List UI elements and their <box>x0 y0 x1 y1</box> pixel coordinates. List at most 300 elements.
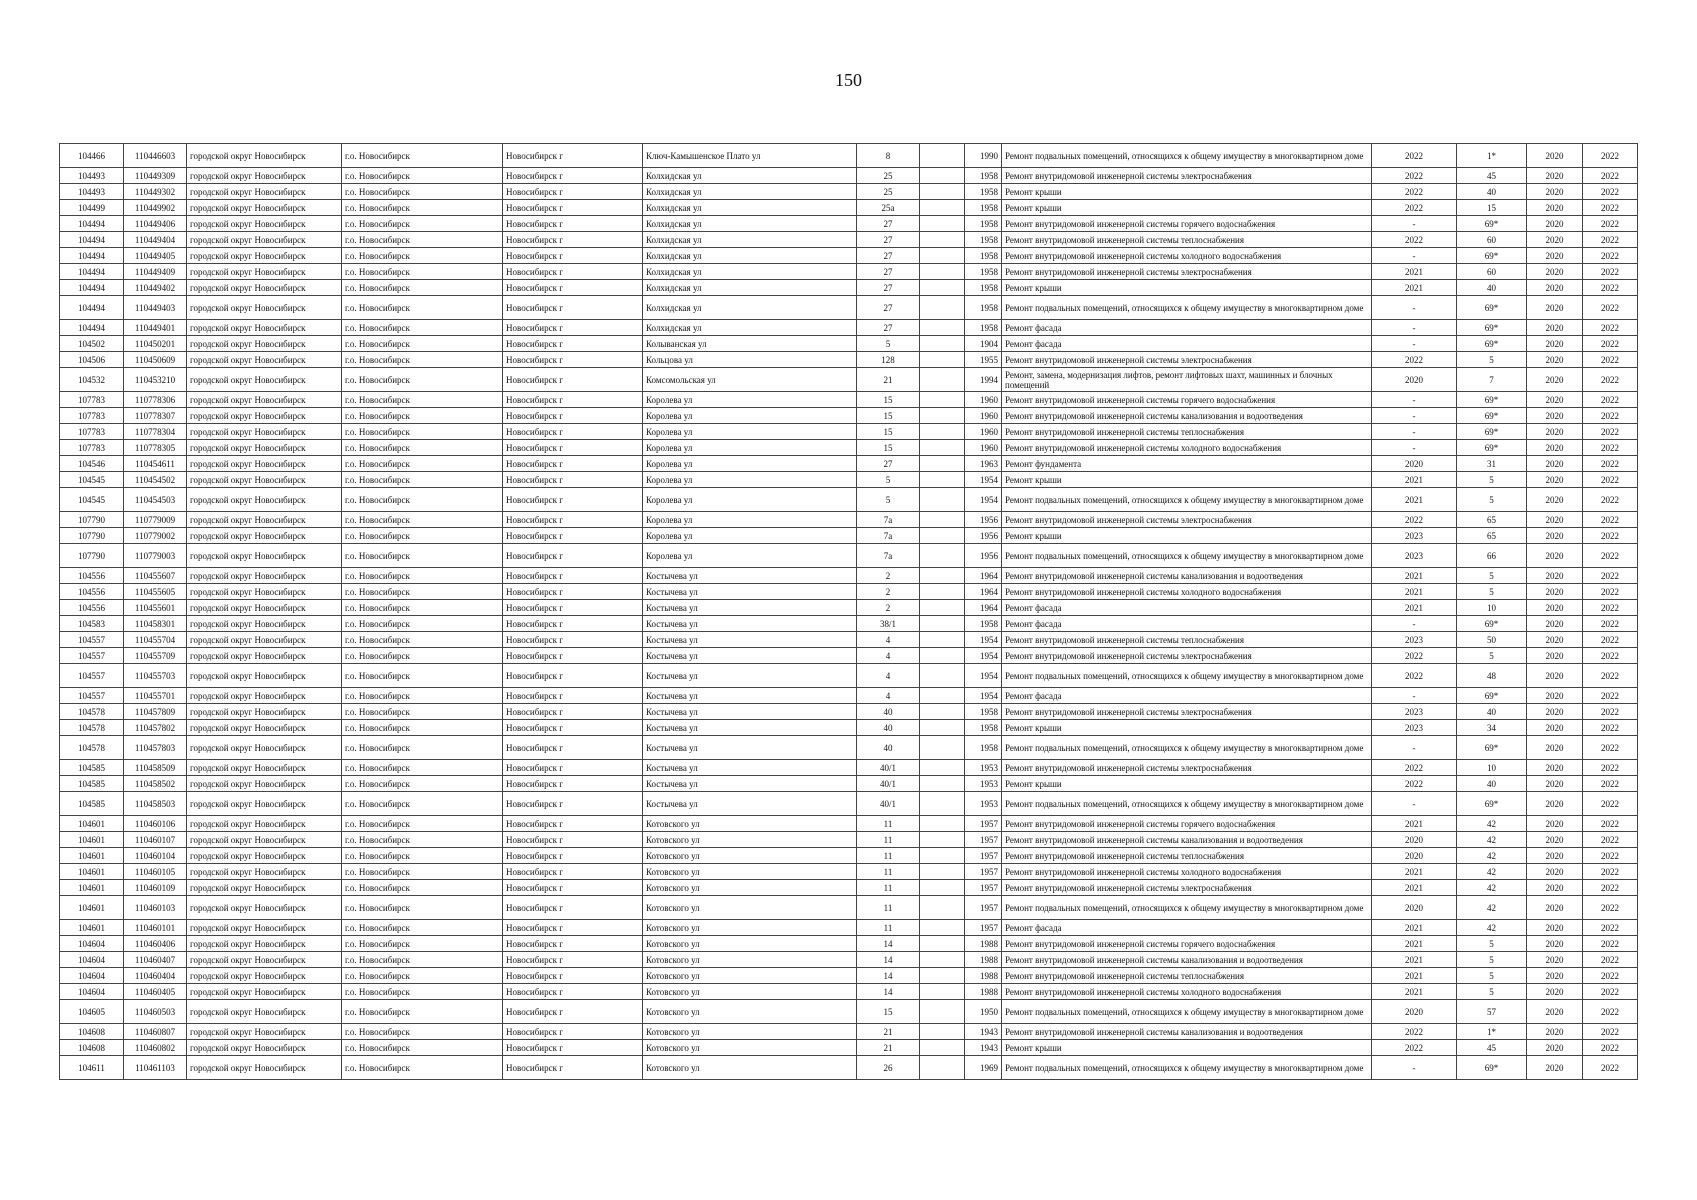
plan-start-year-cell: 2020 <box>1527 336 1583 352</box>
work-type-cell: Ремонт фасада <box>1002 600 1372 616</box>
construction-year-cell: 1954 <box>965 648 1002 664</box>
work-year-cell: 2021 <box>1372 952 1457 968</box>
building-cell <box>920 600 965 616</box>
work-year-cell: 2023 <box>1372 720 1457 736</box>
work-id-cell: 110460109 <box>124 880 187 896</box>
plan-end-year-cell: 2022 <box>1583 320 1638 336</box>
plan-end-year-cell: 2022 <box>1583 424 1638 440</box>
work-year-cell: - <box>1372 440 1457 456</box>
cost-value-cell: 5 <box>1457 352 1527 368</box>
table-row <box>60 472 1638 488</box>
table-row <box>60 648 1638 664</box>
municipal-unit-cell: г.о. Новосибирск <box>342 568 503 584</box>
work-year-cell: 2021 <box>1372 488 1457 512</box>
house-id-cell: 104583 <box>60 616 124 632</box>
cost-value-cell: 5 <box>1457 472 1527 488</box>
work-type-cell: Ремонт фасада <box>1002 688 1372 704</box>
plan-end-year-cell: 2022 <box>1583 368 1638 392</box>
settlement-cell: Новосибирск г <box>503 352 643 368</box>
work-id-cell: 110455709 <box>124 648 187 664</box>
house-id-cell: 104604 <box>60 968 124 984</box>
construction-year-cell: 1958 <box>965 232 1002 248</box>
table-row <box>60 336 1638 352</box>
plan-end-year-cell: 2022 <box>1583 1000 1638 1024</box>
plan-start-year-cell: 2020 <box>1527 688 1583 704</box>
house-id-cell: 104557 <box>60 632 124 648</box>
cost-value-cell: 66 <box>1457 544 1527 568</box>
building-cell <box>920 816 965 832</box>
settlement-cell: Новосибирск г <box>503 896 643 920</box>
plan-end-year-cell: 2022 <box>1583 144 1638 168</box>
street-cell: Котовского ул <box>643 832 857 848</box>
work-id-cell: 110449309 <box>124 168 187 184</box>
municipal-district-cell: городской округ Новосибирск <box>187 528 342 544</box>
plan-start-year-cell: 2020 <box>1527 320 1583 336</box>
street-cell: Кольцова ул <box>643 352 857 368</box>
work-year-cell: 2022 <box>1372 760 1457 776</box>
plan-start-year-cell: 2020 <box>1527 600 1583 616</box>
house-id-cell: 104494 <box>60 320 124 336</box>
house-number-cell: 27 <box>857 296 920 320</box>
house-number-cell: 5 <box>857 472 920 488</box>
table-row <box>60 368 1638 392</box>
street-cell: Комсомольская ул <box>643 368 857 392</box>
building-cell <box>920 760 965 776</box>
construction-year-cell: 1958 <box>965 248 1002 264</box>
plan-start-year-cell: 2020 <box>1527 232 1583 248</box>
municipal-unit-cell: г.о. Новосибирск <box>342 248 503 264</box>
construction-year-cell: 1957 <box>965 896 1002 920</box>
house-number-cell: 11 <box>857 920 920 936</box>
house-id-cell: 104578 <box>60 736 124 760</box>
settlement-cell: Новосибирск г <box>503 456 643 472</box>
work-id-cell: 110461103 <box>124 1056 187 1080</box>
municipal-unit-cell: г.о. Новосибирск <box>342 336 503 352</box>
building-cell <box>920 488 965 512</box>
street-cell: Котовского ул <box>643 848 857 864</box>
work-id-cell: 110449902 <box>124 200 187 216</box>
table-row <box>60 952 1638 968</box>
table-row <box>60 584 1638 600</box>
table-row <box>60 736 1638 760</box>
work-id-cell: 110450609 <box>124 352 187 368</box>
page-number: 150 <box>835 70 862 90</box>
plan-start-year-cell: 2020 <box>1527 1040 1583 1056</box>
work-year-cell: 2023 <box>1372 544 1457 568</box>
house-number-cell: 27 <box>857 264 920 280</box>
building-cell <box>920 704 965 720</box>
plan-end-year-cell: 2022 <box>1583 736 1638 760</box>
construction-year-cell: 1954 <box>965 472 1002 488</box>
municipal-unit-cell: г.о. Новосибирск <box>342 920 503 936</box>
table-row <box>60 704 1638 720</box>
work-year-cell: 2021 <box>1372 584 1457 600</box>
settlement-cell: Новосибирск г <box>503 168 643 184</box>
plan-start-year-cell: 2020 <box>1527 616 1583 632</box>
work-year-cell: 2022 <box>1372 200 1457 216</box>
plan-end-year-cell: 2022 <box>1583 280 1638 296</box>
cost-value-cell: 45 <box>1457 1040 1527 1056</box>
work-id-cell: 110458301 <box>124 616 187 632</box>
plan-end-year-cell: 2022 <box>1583 392 1638 408</box>
plan-start-year-cell: 2020 <box>1527 936 1583 952</box>
cost-value-cell: 42 <box>1457 864 1527 880</box>
settlement-cell: Новосибирск г <box>503 200 643 216</box>
table-row <box>60 440 1638 456</box>
construction-year-cell: 1960 <box>965 408 1002 424</box>
construction-year-cell: 1956 <box>965 528 1002 544</box>
work-id-cell: 110460404 <box>124 968 187 984</box>
house-number-cell: 38/1 <box>857 616 920 632</box>
building-cell <box>920 984 965 1000</box>
municipal-district-cell: городской округ Новосибирск <box>187 216 342 232</box>
building-cell <box>920 408 965 424</box>
work-id-cell: 110455704 <box>124 632 187 648</box>
cost-value-cell: 42 <box>1457 832 1527 848</box>
construction-year-cell: 1953 <box>965 760 1002 776</box>
house-number-cell: 27 <box>857 216 920 232</box>
building-cell <box>920 264 965 280</box>
table-row <box>60 1056 1638 1080</box>
house-id-cell: 104506 <box>60 352 124 368</box>
building-cell <box>920 896 965 920</box>
street-cell: Костычева ул <box>643 568 857 584</box>
plan-start-year-cell: 2020 <box>1527 456 1583 472</box>
plan-start-year-cell: 2020 <box>1527 848 1583 864</box>
settlement-cell: Новосибирск г <box>503 568 643 584</box>
municipal-unit-cell: г.о. Новосибирск <box>342 776 503 792</box>
work-type-cell: Ремонт внутридомовой инженерной системы теплоснабжения <box>1002 848 1372 864</box>
work-year-cell: - <box>1372 216 1457 232</box>
construction-year-cell: 1988 <box>965 936 1002 952</box>
house-id-cell: 104557 <box>60 688 124 704</box>
house-number-cell: 27 <box>857 456 920 472</box>
construction-year-cell: 1954 <box>965 688 1002 704</box>
street-cell: Костычева ул <box>643 736 857 760</box>
table-row <box>60 688 1638 704</box>
municipal-unit-cell: г.о. Новосибирск <box>342 648 503 664</box>
street-cell: Королева ул <box>643 424 857 440</box>
house-number-cell: 40 <box>857 720 920 736</box>
construction-year-cell: 1960 <box>965 424 1002 440</box>
table-row <box>60 984 1638 1000</box>
street-cell: Колхидская ул <box>643 216 857 232</box>
cost-value-cell: 10 <box>1457 600 1527 616</box>
work-id-cell: 110455605 <box>124 584 187 600</box>
construction-year-cell: 1943 <box>965 1040 1002 1056</box>
building-cell <box>920 352 965 368</box>
house-number-cell: 15 <box>857 392 920 408</box>
construction-year-cell: 1964 <box>965 584 1002 600</box>
street-cell: Колхидская ул <box>643 296 857 320</box>
municipal-district-cell: городской округ Новосибирск <box>187 440 342 456</box>
table-row <box>60 776 1638 792</box>
work-year-cell: 2021 <box>1372 968 1457 984</box>
construction-year-cell: 1958 <box>965 216 1002 232</box>
work-id-cell: 110460405 <box>124 984 187 1000</box>
table-row <box>60 408 1638 424</box>
building-cell <box>920 720 965 736</box>
settlement-cell: Новосибирск г <box>503 704 643 720</box>
street-cell: Колхидская ул <box>643 248 857 264</box>
street-cell: Королева ул <box>643 544 857 568</box>
construction-year-cell: 1960 <box>965 392 1002 408</box>
work-type-cell: Ремонт внутридомовой инженерной системы холодного водоснабжения <box>1002 440 1372 456</box>
plan-start-year-cell: 2020 <box>1527 144 1583 168</box>
municipal-unit-cell: г.о. Новосибирск <box>342 832 503 848</box>
construction-year-cell: 1969 <box>965 1056 1002 1080</box>
house-number-cell: 11 <box>857 864 920 880</box>
plan-start-year-cell: 2020 <box>1527 248 1583 264</box>
municipal-unit-cell: г.о. Новосибирск <box>342 1000 503 1024</box>
municipal-unit-cell: г.о. Новосибирск <box>342 144 503 168</box>
municipal-district-cell: городской округ Новосибирск <box>187 616 342 632</box>
cost-value-cell: 40 <box>1457 184 1527 200</box>
municipal-unit-cell: г.о. Новосибирск <box>342 352 503 368</box>
work-id-cell: 110457802 <box>124 720 187 736</box>
plan-end-year-cell: 2022 <box>1583 632 1638 648</box>
work-type-cell: Ремонт крыши <box>1002 776 1372 792</box>
cost-value-cell: 50 <box>1457 632 1527 648</box>
street-cell: Колхидская ул <box>643 280 857 296</box>
municipal-unit-cell: г.о. Новосибирск <box>342 1024 503 1040</box>
settlement-cell: Новосибирск г <box>503 864 643 880</box>
municipal-district-cell: городской округ Новосибирск <box>187 1000 342 1024</box>
work-year-cell: 2022 <box>1372 648 1457 664</box>
work-type-cell: Ремонт внутридомовой инженерной системы электроснабжения <box>1002 880 1372 896</box>
cost-value-cell: 42 <box>1457 816 1527 832</box>
municipal-unit-cell: г.о. Новосибирск <box>342 1056 503 1080</box>
work-year-cell: - <box>1372 424 1457 440</box>
settlement-cell: Новосибирск г <box>503 320 643 336</box>
building-cell <box>920 832 965 848</box>
municipal-district-cell: городской округ Новосибирск <box>187 408 342 424</box>
plan-start-year-cell: 2020 <box>1527 968 1583 984</box>
municipal-district-cell: городской округ Новосибирск <box>187 232 342 248</box>
municipal-district-cell: городской округ Новосибирск <box>187 1024 342 1040</box>
building-cell <box>920 232 965 248</box>
work-id-cell: 110460503 <box>124 1000 187 1024</box>
house-id-cell: 104532 <box>60 368 124 392</box>
plan-end-year-cell: 2022 <box>1583 984 1638 1000</box>
municipal-district-cell: городской округ Новосибирск <box>187 584 342 600</box>
house-number-cell: 21 <box>857 1040 920 1056</box>
work-type-cell: Ремонт внутридомовой инженерной системы электроснабжения <box>1002 168 1372 184</box>
construction-year-cell: 1990 <box>965 144 1002 168</box>
plan-start-year-cell: 2020 <box>1527 664 1583 688</box>
building-cell <box>920 880 965 896</box>
municipal-district-cell: городской округ Новосибирск <box>187 320 342 336</box>
cost-value-cell: 5 <box>1457 968 1527 984</box>
cost-value-cell: 69* <box>1457 392 1527 408</box>
municipal-district-cell: городской округ Новосибирск <box>187 864 342 880</box>
work-type-cell: Ремонт крыши <box>1002 1040 1372 1056</box>
cost-value-cell: 1* <box>1457 144 1527 168</box>
work-year-cell: 2021 <box>1372 816 1457 832</box>
municipal-district-cell: городской округ Новосибирск <box>187 264 342 280</box>
cost-value-cell: 10 <box>1457 760 1527 776</box>
house-id-cell: 104578 <box>60 720 124 736</box>
table-row <box>60 296 1638 320</box>
work-type-cell: Ремонт подвальных помещений, относящихся к общему имуществу в многоквартирном доме <box>1002 544 1372 568</box>
work-type-cell: Ремонт внутридомовой инженерной системы канализования и водоотведения <box>1002 568 1372 584</box>
plan-end-year-cell: 2022 <box>1583 200 1638 216</box>
work-id-cell: 110460807 <box>124 1024 187 1040</box>
work-id-cell: 110779003 <box>124 544 187 568</box>
municipal-district-cell: городской округ Новосибирск <box>187 296 342 320</box>
plan-start-year-cell: 2020 <box>1527 816 1583 832</box>
work-year-cell: 2021 <box>1372 920 1457 936</box>
cost-value-cell: 69* <box>1457 424 1527 440</box>
cost-value-cell: 31 <box>1457 456 1527 472</box>
municipal-district-cell: городской округ Новосибирск <box>187 968 342 984</box>
work-type-cell: Ремонт крыши <box>1002 528 1372 544</box>
building-cell <box>920 664 965 688</box>
municipal-district-cell: городской округ Новосибирск <box>187 336 342 352</box>
building-cell <box>920 648 965 664</box>
municipal-unit-cell: г.о. Новосибирск <box>342 880 503 896</box>
house-id-cell: 104556 <box>60 568 124 584</box>
house-id-cell: 107783 <box>60 392 124 408</box>
work-type-cell: Ремонт внутридомовой инженерной системы холодного водоснабжения <box>1002 864 1372 880</box>
building-cell <box>920 248 965 264</box>
construction-year-cell: 1988 <box>965 984 1002 1000</box>
settlement-cell: Новосибирск г <box>503 264 643 280</box>
street-cell: Котовского ул <box>643 880 857 896</box>
house-id-cell: 104585 <box>60 776 124 792</box>
work-type-cell: Ремонт внутридомовой инженерной системы горячего водоснабжения <box>1002 392 1372 408</box>
work-type-cell: Ремонт внутридомовой инженерной системы электроснабжения <box>1002 352 1372 368</box>
settlement-cell: Новосибирск г <box>503 392 643 408</box>
house-number-cell: 5 <box>857 336 920 352</box>
plan-end-year-cell: 2022 <box>1583 528 1638 544</box>
work-id-cell: 110449409 <box>124 264 187 280</box>
house-id-cell: 104585 <box>60 760 124 776</box>
work-year-cell: 2020 <box>1372 896 1457 920</box>
house-number-cell: 8 <box>857 144 920 168</box>
street-cell: Костычева ул <box>643 720 857 736</box>
building-cell <box>920 320 965 336</box>
work-type-cell: Ремонт внутридомовой инженерной системы теплоснабжения <box>1002 232 1372 248</box>
cost-value-cell: 42 <box>1457 880 1527 896</box>
work-id-cell: 110454611 <box>124 456 187 472</box>
municipal-unit-cell: г.о. Новосибирск <box>342 688 503 704</box>
work-id-cell: 110449302 <box>124 184 187 200</box>
work-year-cell: 2021 <box>1372 472 1457 488</box>
work-type-cell: Ремонт внутридомовой инженерной системы холодного водоснабжения <box>1002 584 1372 600</box>
municipal-unit-cell: г.о. Новосибирск <box>342 816 503 832</box>
work-type-cell: Ремонт внутридомовой инженерной системы теплоснабжения <box>1002 968 1372 984</box>
work-type-cell: Ремонт внутридомовой инженерной системы электроснабжения <box>1002 264 1372 280</box>
construction-year-cell: 1957 <box>965 864 1002 880</box>
house-number-cell: 15 <box>857 1000 920 1024</box>
street-cell: Котовского ул <box>643 968 857 984</box>
house-id-cell: 104604 <box>60 952 124 968</box>
plan-start-year-cell: 2020 <box>1527 952 1583 968</box>
work-id-cell: 110778306 <box>124 392 187 408</box>
plan-end-year-cell: 2022 <box>1583 896 1638 920</box>
work-id-cell: 110460103 <box>124 896 187 920</box>
plan-end-year-cell: 2022 <box>1583 664 1638 688</box>
construction-year-cell: 1958 <box>965 296 1002 320</box>
work-year-cell: 2022 <box>1372 144 1457 168</box>
house-id-cell: 104557 <box>60 664 124 688</box>
plan-end-year-cell: 2022 <box>1583 848 1638 864</box>
building-cell <box>920 776 965 792</box>
house-number-cell: 4 <box>857 688 920 704</box>
work-id-cell: 110460406 <box>124 936 187 952</box>
table-row <box>60 968 1638 984</box>
house-id-cell: 104466 <box>60 144 124 168</box>
house-id-cell: 104601 <box>60 896 124 920</box>
work-type-cell: Ремонт фасада <box>1002 920 1372 936</box>
work-type-cell: Ремонт подвальных помещений, относящихся к общему имуществу в многоквартирном доме <box>1002 1056 1372 1080</box>
building-cell <box>920 472 965 488</box>
work-year-cell: 2020 <box>1372 832 1457 848</box>
work-year-cell: 2022 <box>1372 168 1457 184</box>
table-row <box>60 352 1638 368</box>
plan-start-year-cell: 2020 <box>1527 440 1583 456</box>
settlement-cell: Новосибирск г <box>503 472 643 488</box>
municipal-district-cell: городской округ Новосибирск <box>187 512 342 528</box>
building-cell <box>920 144 965 168</box>
work-type-cell: Ремонт внутридомовой инженерной системы горячего водоснабжения <box>1002 216 1372 232</box>
street-cell: Костычева ул <box>643 584 857 600</box>
municipal-district-cell: городской округ Новосибирск <box>187 936 342 952</box>
house-id-cell: 107790 <box>60 512 124 528</box>
municipal-unit-cell: г.о. Новосибирск <box>342 472 503 488</box>
house-number-cell: 5 <box>857 488 920 512</box>
plan-end-year-cell: 2022 <box>1583 568 1638 584</box>
municipal-district-cell: городской округ Новосибирск <box>187 704 342 720</box>
work-year-cell: 2022 <box>1372 512 1457 528</box>
house-id-cell: 104494 <box>60 296 124 320</box>
work-type-cell: Ремонт внутридомовой инженерной системы холодного водоснабжения <box>1002 248 1372 264</box>
plan-start-year-cell: 2020 <box>1527 880 1583 896</box>
plan-end-year-cell: 2022 <box>1583 720 1638 736</box>
house-id-cell: 104556 <box>60 584 124 600</box>
building-cell <box>920 1024 965 1040</box>
street-cell: Королева ул <box>643 392 857 408</box>
street-cell: Колхидская ул <box>643 184 857 200</box>
settlement-cell: Новосибирск г <box>503 632 643 648</box>
table-row <box>60 280 1638 296</box>
municipal-district-cell: городской округ Новосибирск <box>187 816 342 832</box>
work-id-cell: 110779009 <box>124 512 187 528</box>
house-id-cell: 104494 <box>60 248 124 264</box>
work-type-cell: Ремонт крыши <box>1002 472 1372 488</box>
house-id-cell: 104494 <box>60 232 124 248</box>
table-row <box>60 528 1638 544</box>
table-row <box>60 456 1638 472</box>
plan-end-year-cell: 2022 <box>1583 952 1638 968</box>
cost-value-cell: 5 <box>1457 568 1527 584</box>
work-year-cell: 2022 <box>1372 776 1457 792</box>
house-number-cell: 7а <box>857 544 920 568</box>
building-cell <box>920 368 965 392</box>
plan-end-year-cell: 2022 <box>1583 776 1638 792</box>
construction-year-cell: 1958 <box>965 200 1002 216</box>
table-row <box>60 264 1638 280</box>
plan-end-year-cell: 2022 <box>1583 688 1638 704</box>
house-id-cell: 104502 <box>60 336 124 352</box>
building-cell <box>920 456 965 472</box>
building-cell <box>920 1040 965 1056</box>
plan-start-year-cell: 2020 <box>1527 864 1583 880</box>
plan-start-year-cell: 2020 <box>1527 920 1583 936</box>
municipal-district-cell: городской округ Новосибирск <box>187 600 342 616</box>
settlement-cell: Новосибирск г <box>503 1000 643 1024</box>
